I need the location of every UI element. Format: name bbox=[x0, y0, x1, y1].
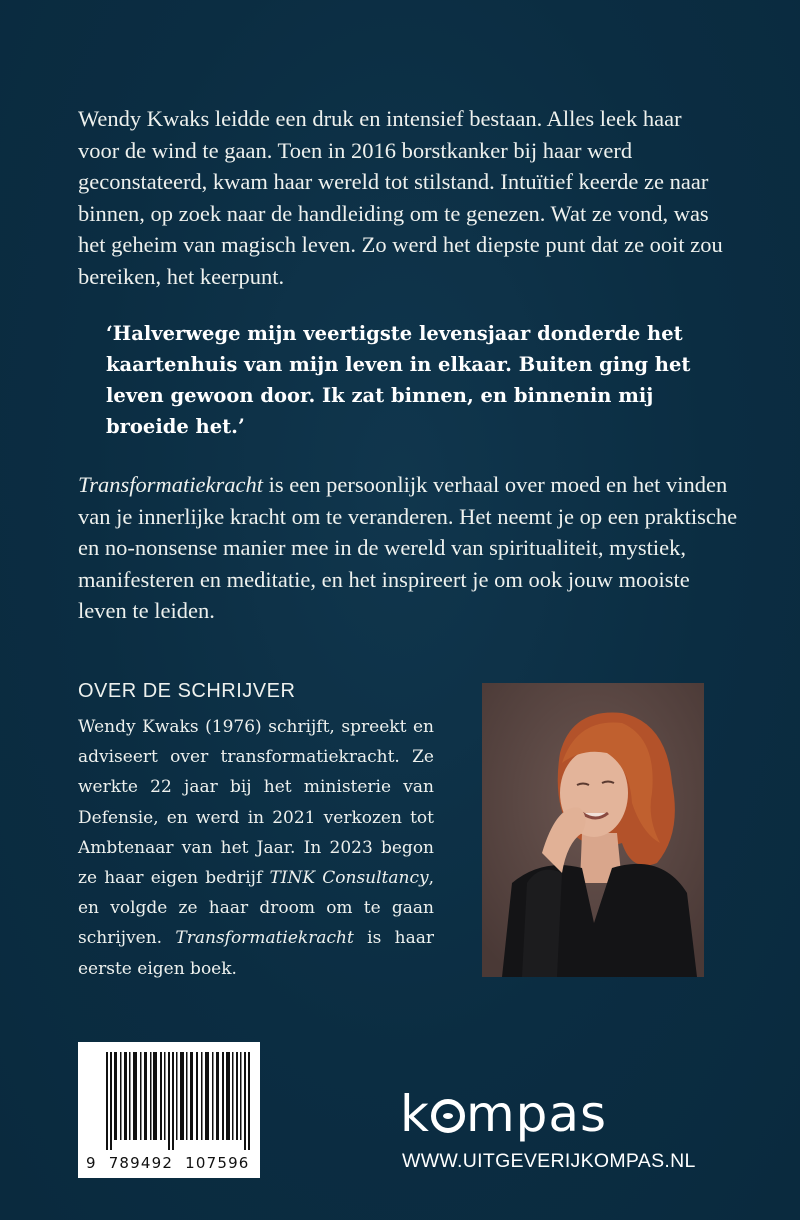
compass-eye-icon bbox=[431, 1099, 465, 1133]
isbn-lead-digit: 9 bbox=[86, 1154, 97, 1172]
publisher-url: WWW.UITGEVERIJKOMPAS.NL bbox=[402, 1150, 696, 1172]
synopsis-text: is een persoonlijk verhaal over moed en het vinden van je innerlijke kracht om te veranderen. Het neemt je op een praktische en no-nonsense manier mee in de wereld van spiritualiteit, mystiek, manifesteren en meditatie, en het inspireert je om ook jouw mooiste leven te leiden. bbox=[78, 472, 738, 623]
isbn-number bbox=[86, 1154, 256, 1172]
bio-text: is haar eerste eigen boek. bbox=[78, 928, 434, 979]
bio-text: , en volgde ze haar droom om te gaan schrijven. bbox=[78, 868, 434, 949]
barcode-bars bbox=[78, 1042, 260, 1152]
book-title-italic: Transformatiekracht bbox=[175, 928, 354, 949]
portrait-illustration bbox=[482, 683, 704, 977]
bio-text: Wendy Kwaks (1976) schrijft, spreekt en adviseert over transformatiekracht. Ze werkte 22 jaar bij het ministerie van Defensie, en werd in 2021 verkozen tot Ambtenaar van het Jaar. In 2023 begon ze haar eigen bedrijf bbox=[78, 717, 434, 889]
synopsis-paragraph bbox=[78, 469, 738, 627]
logo-letters-mpas: mpas bbox=[465, 1085, 608, 1143]
intro-paragraph: Wendy Kwaks leidde een druk en intensief bestaan. Alles leek haar voor de wind te gaan. Toen in 2016 borstkanker bij haar werd geconstateerd, kwam haar wereld tot stilstand. Intuïtief keerde ze naar binnen, op zoek naar de handleiding om te genezen. Wat ze vond, was het geheim van magisch leven. Zo werd het diepste punt dat ze ooit zou bereiken, het keerpunt. bbox=[78, 106, 723, 289]
author-heading: OVER DE SCHRIJVER bbox=[78, 680, 296, 702]
pull-quote: ‘Halverwege mijn veertigste levensjaar donderde het kaartenhuis van mijn leven in elkaar. Buiten ging het leven gewoon door. Ik zat binnen, en binnenin mij broeide het.’ bbox=[106, 322, 691, 438]
author-photo bbox=[482, 683, 704, 977]
isbn-group-2: 107596 bbox=[185, 1154, 250, 1172]
logo-letter-k: k bbox=[400, 1085, 430, 1143]
isbn-barcode bbox=[78, 1042, 260, 1178]
isbn-group-1: 789492 bbox=[108, 1154, 174, 1172]
company-name-italic: TINK Consultancy bbox=[269, 868, 429, 889]
book-title-italic: Transformatiekracht bbox=[78, 472, 264, 497]
author-bio bbox=[78, 712, 434, 984]
kompas-logo bbox=[400, 1084, 607, 1144]
